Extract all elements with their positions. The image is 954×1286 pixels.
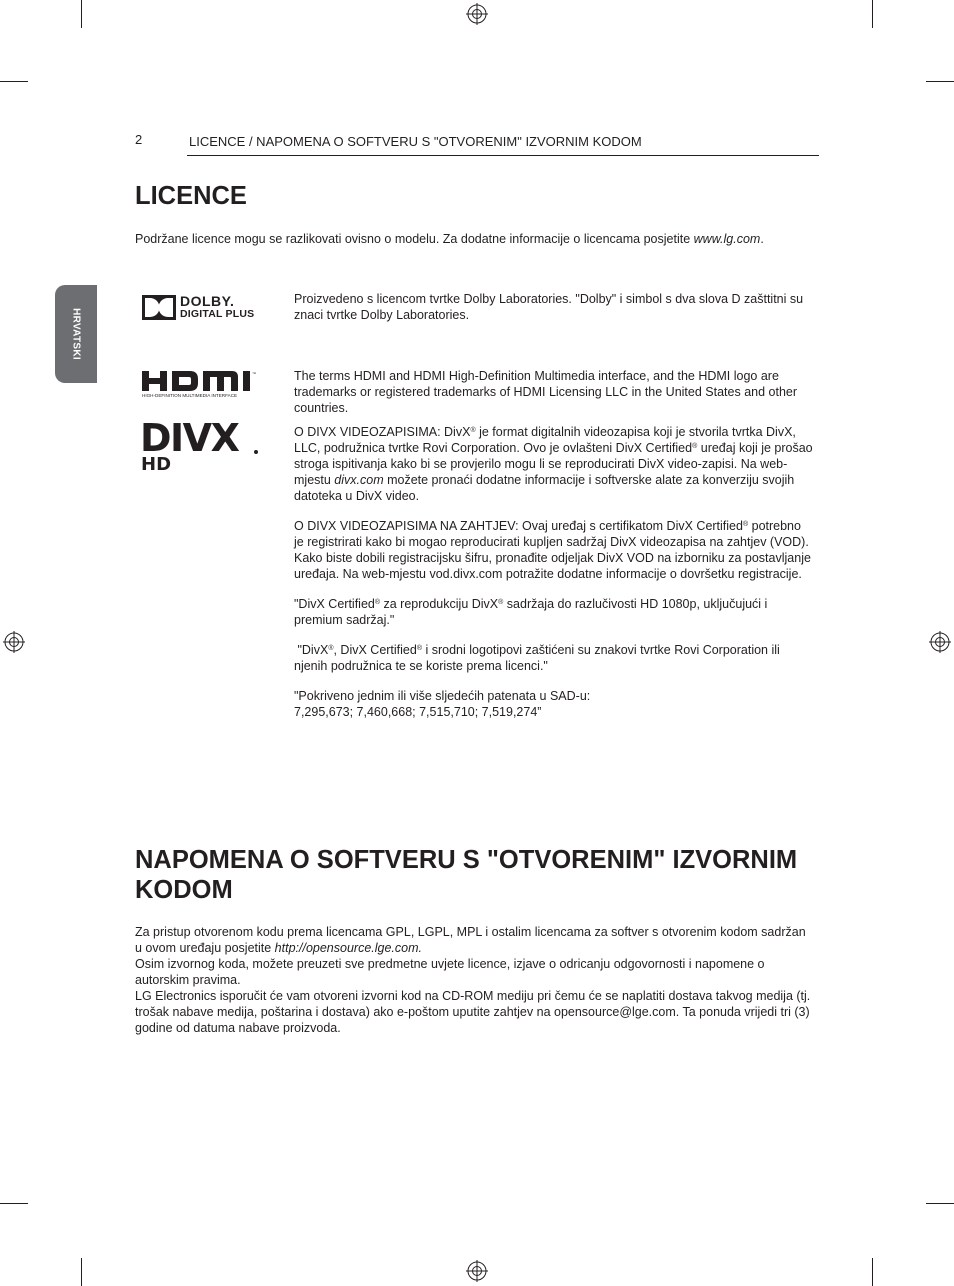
svg-text:™: ™	[252, 371, 256, 376]
divx-trademark-paragraph: "DivX®, DivX Certified® i srodni logotipovi zaštićeni su znakovi tvrtke Rovi Corporation ili njenih podružnica te se koriste prema licenci."	[294, 643, 780, 673]
dolby-logo-sub: DIGITAL PLUS	[180, 308, 255, 320]
dolby-text: Proizvedeno s licencom tvrtke Dolby Laboratories. "Dolby" i simbol s dva slova D zašttitni su znaci tvrtke Dolby Laboratories.	[294, 292, 804, 322]
open-source-text	[135, 924, 815, 1036]
crop-mark	[926, 1203, 954, 1204]
registration-mark-icon	[466, 1260, 488, 1282]
lg-link[interactable]: www.lg.com	[693, 232, 761, 246]
divx-paragraph: O DIVX VIDEOZAPISIMA: DivX® je format digitalnih videozapisa koji je stvorila tvrtka DivX, LLC, podružnica tvrtke Rovi Corporation. Ovo je ovlašteni DivX Certified® uređaj koji je prošao stroga ispitivanja kako bi se provjerilo mogu li se reproducirati DivX video-zapisi. Na web-mjestu divx.com možete pronaći dodatne informacije i softverske alate za konverziju svojih datoteka u DivX video.	[294, 425, 813, 503]
divx-hd-logo	[140, 416, 264, 478]
page-number: 2	[135, 132, 143, 147]
registration-mark-icon	[929, 631, 951, 653]
running-header: LICENCE / NAPOMENA O SOFTVERU S "OTVORENIM" IZVORNIM KODOM	[189, 134, 642, 149]
open-source-paragraph: LG Electronics isporučit će vam otvoreni izvorni kod na CD-ROM mediju pri čemu će se naplatiti dostava takvog medija (tj. trošak nabave medija, poštarina i dostava) ako e-poštom uputite zahtjev na opensource@lge.com. Ta ponuda vrijedi tri (3) godine od datuma nabave proizvoda.	[135, 989, 811, 1035]
open-source-heading: NAPOMENA O SOFTVERU S "OTVORENIM" IZVORNIM KODOM	[135, 846, 798, 904]
crop-mark	[81, 0, 82, 28]
licence-heading: LICENCE	[135, 182, 247, 210]
hdmi-text: The terms HDMI and HDMI High-Definition Multimedia interface, and the HDMI logo are trademarks or registered trademarks of HDMI Licensing LLC in the United States and other countries.	[294, 369, 798, 415]
crop-mark	[926, 81, 954, 82]
divx-link[interactable]: divx.com	[334, 473, 384, 487]
language-tab	[55, 285, 97, 383]
crop-mark	[0, 1203, 28, 1204]
dolby-double-d-icon	[142, 295, 176, 320]
crop-mark	[0, 81, 28, 82]
header-divider	[187, 155, 819, 156]
licence-intro: Podržane licence mogu se razlikovati ovisno o modelu. Za dodatne informacije o licencama posjetite www.lg.com.	[135, 232, 764, 246]
divx-logo-dot	[254, 450, 258, 454]
registration-mark-icon	[3, 631, 25, 653]
open-source-paragraph: Za pristup otvorenom kodu prema licencama GPL, LGPL, MPL i ostalim licencama za softver s otvorenim kodom sadržan u ovom uređaju posjetite http://opensource.lge.com.	[135, 925, 806, 955]
opensource-link[interactable]: http://opensource.lge.com.	[274, 941, 422, 955]
divx-text	[294, 424, 814, 720]
divx-logo-hd: HD	[141, 454, 172, 475]
hdmi-wordmark-icon	[142, 370, 260, 392]
dolby-logo-word: DOLBY.	[180, 293, 235, 309]
hdmi-logo	[142, 370, 262, 400]
open-source-paragraph: Osim izvornog koda, možete preuzeti sve predmetne uvjete licence, izjave o odricanju odgovornosti i napomene o autorskim pravima.	[135, 957, 765, 987]
crop-mark	[872, 0, 873, 28]
divx-logo-word: DIVX	[140, 416, 239, 460]
hdmi-logo-caption: HIGH-DEFINITION MULTIMEDIA INTERFACE	[142, 393, 238, 398]
divx-patent-paragraph: "Pokriveno jednim ili više sljedećih patenata u SAD-u: 7,295,673; 7,460,668; 7,515,710; 7,519,274”	[294, 689, 591, 719]
crop-mark	[872, 1258, 873, 1286]
language-tab-label: HRVATSKI	[70, 308, 82, 360]
registration-mark-icon	[466, 3, 488, 25]
crop-mark	[81, 1258, 82, 1286]
divx-vod-paragraph: O DIVX VIDEOZAPISIMA NA ZAHTJEV: Ovaj uređaj s certifikatom DivX Certified® potrebno je registrirati kako bi mogao reproducirati kupljen sadržaj DivX videozapisa na zahtjev (VOD). Kako biste dobili registracijsku šifru, pronađite odjeljak DivX VOD na izborniku za postavljanje uređaja. Na web-mjestu vod.divx.com potražite dodatne informacije o dovršetku registracije.	[294, 519, 811, 581]
dolby-logo	[142, 294, 264, 322]
divx-certified-paragraph: "DivX Certified® za reprodukciju DivX® sadržaja do razlučivosti HD 1080p, uključujući i premium sadržaj."	[294, 597, 768, 627]
